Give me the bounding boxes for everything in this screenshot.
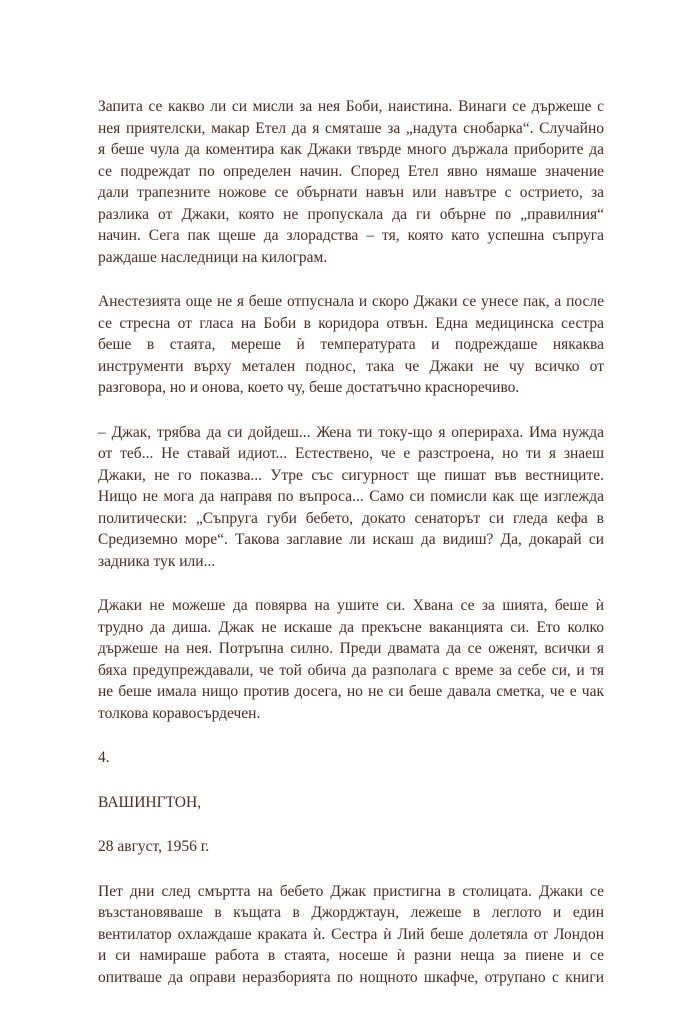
text-line: дали трапезните ножове се обърнати навън или навътре с острието, за: [98, 184, 604, 201]
text-line: държеше на нея. Потръпна силно. Преди двамата да се оженят, всички я: [98, 640, 604, 657]
paragraph-3: [98, 422, 604, 573]
text-line: нея приятелски, макар Етел да я смяташе за „надута снобарка“. Случайно: [98, 119, 604, 137]
paragraph-5: [98, 881, 604, 989]
text-line: – Джак, трябва да си дойдеш... Жена ти току-що я оперираха. Има нужда: [98, 423, 604, 441]
text-line: трудно да диша. Джак не искаше да прекъсне ваканцията си. Ето колко: [98, 618, 604, 636]
text-line: Пет дни след смъртта на бебето Джак пристигна в столицата. Джаки се: [98, 882, 604, 900]
document-page: [98, 96, 604, 1011]
paragraph-4: [98, 595, 604, 724]
text-line: не беше имала нищо против досега, но не си беше давала сметка, че е чак: [98, 683, 604, 700]
text-line: опитваше да оправи неразборията по нощното шкафче, отрупано с книги: [98, 968, 604, 986]
text-line: Джаки не можеше да повярва на ушите си. Хвана се за шията, беше ѝ: [98, 597, 604, 614]
text-line: вентилатор охлаждаше краката ѝ. Сестра ѝ Лий беше долетяла от Лондон: [98, 925, 604, 943]
text-line: я беше чула да коментира как Джаки твърде много държала приборите да: [98, 141, 604, 158]
text-line: толкова коравосърдечен.: [98, 704, 261, 722]
text-line: Средиземно море“. Такова заглавие ли искаш да видиш? Да, докарай си: [98, 531, 604, 548]
text-line: бяха предупреждавали, че той обича да разполага с време за себе си, и тя: [98, 661, 604, 679]
text-line: Анестезията още не я беше отпуснала и скоро Джаки се унесе пак, а после: [98, 293, 604, 310]
chapter-place: ВАШИНГТОН,: [98, 793, 202, 811]
text-line: раждаше наследници на килограм.: [98, 248, 328, 266]
paragraph-2: [98, 291, 604, 399]
text-line: и си намираше работа в стаята, носеше ѝ разни неща за пиене и се: [98, 947, 604, 964]
text-line: начин. Сега пак щеше да злорадства – тя, която като успешна съпруга: [98, 227, 604, 244]
text-line: разлика от Джаки, която не пропускала да ги обърне по „правилния“: [98, 205, 604, 223]
text-line: се подреждат по определен начин. Според Етел явно нямаше значение: [98, 162, 604, 180]
text-line: от теб... Не ставай идиот... Естествено, че е разстроена, но ти я знаеш: [98, 445, 604, 462]
text-line: инструменти върху метален поднос, така че Джаки не чу всичко от: [98, 357, 604, 375]
text-line: Нищо не мога да направя по въпроса... Само си помисли как ще изглежда: [98, 488, 604, 505]
text-line: политически: „Съпруга губи бебето, докато сенаторът си гледа кефа в: [98, 509, 604, 527]
text-line: Джаки, не го показва... Утре със сигурност ще пишат във вестниците.: [98, 466, 604, 484]
text-line: Запита се какво ли си мисли за нея Боби, наистина. Винаги се държеше с: [98, 98, 604, 115]
text-line: се стресна от гласа на Боби в коридора отвън. Една медицинска сестра: [98, 314, 604, 332]
chapter-number: 4.: [98, 749, 110, 766]
chapter-date: 28 август, 1956 г.: [98, 838, 210, 855]
text-line: беше в стаята, мереше ѝ температурата и подреждаше някаква: [98, 336, 604, 353]
text-line: разговора, но и онова, което чу, беше достатъчно красноречиво.: [98, 379, 520, 396]
paragraph-1: [98, 96, 604, 268]
text-line: задника тук или...: [98, 552, 216, 570]
text-line: възстановяваше в къщата в Джорджтаун, лежеше в леглото и един: [98, 904, 604, 921]
